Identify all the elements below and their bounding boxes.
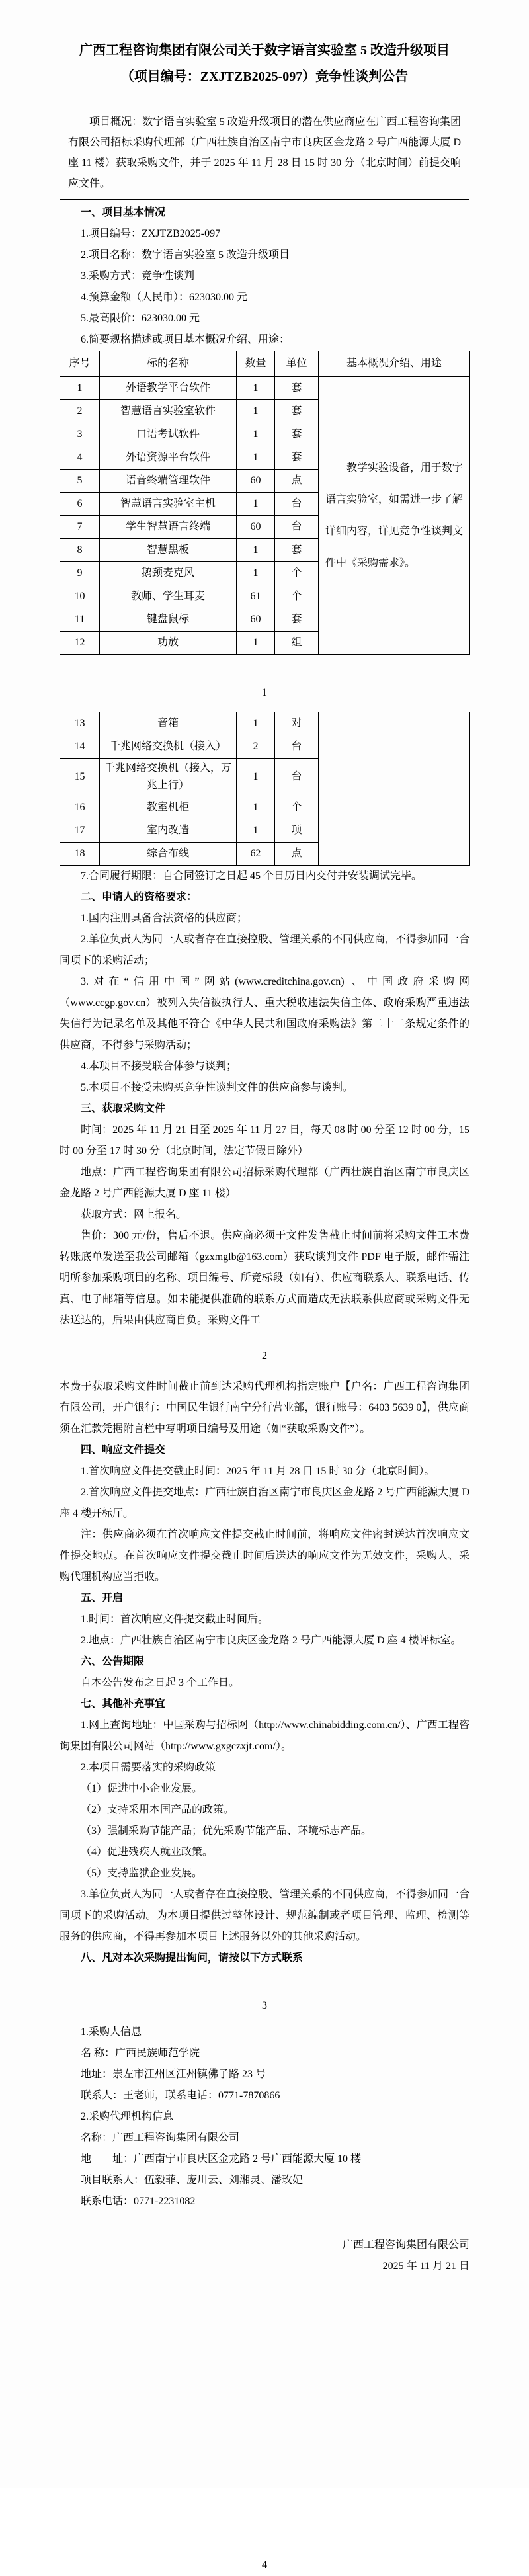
paragraph: 2.单位负责人为同一人或者存在直接控股、管理关系的不同供应商，不得参加同一合同项下的采购活动； [60,934,470,966]
item-qty: 60 [237,608,275,632]
paragraph: 2.地点：广西壮族自治区南宁市良庆区金龙路 2 号广西能源大厦 D 座 4 楼评标室。 [81,1635,462,1646]
item-no: 17 [60,819,100,843]
signature-company: 广西工程咨询集团有限公司 [342,2239,469,2251]
item-name: 音箱 [100,712,237,735]
item-no: 11 [60,608,100,632]
table-row [60,377,470,400]
table-header: 基本概况介绍、用途 [319,351,470,377]
item-name: 键盘鼠标 [100,608,237,632]
item-unit: 组 [275,632,319,655]
item-qty: 1 [237,759,275,796]
body-flow [60,866,469,2277]
item-unit: 套 [275,377,319,400]
item-name: 外语资源平台软件 [100,446,237,470]
item-unit: 台 [275,759,319,796]
item-name: 室内改造 [100,819,237,843]
item-no: 10 [60,585,100,608]
paragraph: 项目联系人：伍毅菲、庞川云、刘湘灵、潘玫妃 [81,2175,304,2186]
item-name: 学生智慧语言终端 [100,516,237,539]
paragraph: （5）支持监狱企业发展。 [81,1868,203,1879]
page-title [60,37,469,90]
item-qty: 1 [237,493,275,516]
table-header: 单位 [275,351,319,377]
section-heading: 三、获取采购文件 [81,1103,166,1114]
item-no: 5 [60,470,100,493]
item-name: 千兆网络交换机（接入） [100,735,237,759]
section-heading: 六、公告期限 [81,1656,145,1667]
item-name: 智慧黑板 [100,539,237,562]
item-name: 鹅颈麦克风 [100,562,237,585]
item-qty: 1 [237,632,275,655]
paragraph: 5.最高限价：623030.00 元 [81,313,200,324]
paragraph: 自本公告发布之日起 3 个工作日。 [81,1677,240,1688]
item-name: 教师、学生耳麦 [100,585,237,608]
item-qty: 61 [237,585,275,608]
item-no: 1 [60,377,100,400]
section-heading: 一、项目基本情况 [81,207,166,218]
item-name: 综合布线 [100,843,237,866]
items-table-part1 [60,351,470,655]
paragraph: 时间：2025 年 11 月 21 日至 2025 年 11 月 27 日，每天 08 时 00 分至 12 时 00 分，15 时 00 分至 17 时 30 分（北京时间，法定节假日除外） [60,1124,469,1157]
intro-section [60,202,469,351]
item-no: 8 [60,539,100,562]
item-no: 9 [60,562,100,585]
table-header: 标的名称 [100,351,237,377]
item-name: 智慧语言实验室软件 [100,400,237,423]
page-number: 1 [262,687,267,698]
item-name: 千兆网络交换机（接入，万兆上行） [100,759,237,796]
table-row [60,712,470,735]
items-note-cell [319,377,470,655]
item-name: 教室机柜 [100,796,237,819]
paragraph: （2）支持采用本国产品的政策。 [81,1804,235,1815]
page-number: 4 [262,2559,267,2571]
items-note: 教学实验设备，用于数字语言实验室，如需进一步了解详细内容，详见竞争性谈判文件中《采购需求》。 [325,462,464,569]
item-qty: 1 [237,796,275,819]
title-line-2: （项目编号：ZXJTZB2025-097）竞争性谈判公告 [120,69,409,84]
paragraph: 3.采购方式：竞争性谈判 [81,270,195,282]
project-overview-text: 项目概况：数字语言实验室 5 改造升级项目的潜在供应商应在广西工程咨询集团有限公司招标采购代理部（广西壮族自治区南宁市良庆区金龙路 2 号广西能源大厦 D 座 11 楼）获取采购文件，并于 2025 年 11 月 28 日 15 时 30 分（北京时间）前提交响应文件。 [68,116,461,189]
table-header: 数量 [237,351,275,377]
item-unit: 点 [275,843,319,866]
page-number: 2 [262,1350,267,1362]
item-qty: 1 [237,712,275,735]
item-qty: 1 [237,446,275,470]
item-no: 7 [60,516,100,539]
paragraph: 1.时间：首次响应文件提交截止时间后。 [81,1614,269,1625]
paragraph: 3.单位负责人为同一人或者存在直接控股、管理关系的不同供应商，不得参加同一合同项下的采购活动。为本项目提供过整体设计、规范编制或者项目管理、监理、检测等服务的供应商，不得再参加本项目上述服务以外的其他采购活动。 [60,1889,470,1942]
item-no: 18 [60,843,100,866]
paragraph: 1.首次响应文件提交截止时间：2025 年 11 月 28 日 15 时 30 分（北京时间）。 [81,1466,435,1477]
item-no: 4 [60,446,100,470]
items-note-cell [319,712,470,866]
item-name: 外语教学平台软件 [100,377,237,400]
section-heading: 八、凡对本次采购提出询问，请按以下方式联系 [81,1952,304,1964]
paragraph: 售价：300 元/份，售后不退。供应商必须于文件发售截止时间前将采购文件工本费转账底单发送至我公司邮箱（gzxmglb@163.com）获取谈判文件 PDF 电子版，邮件需注明所参加采购项目的名称、项目编号、所竞标段（如有）、供应商联系人、联系电话、传真、电子邮箱等信息。如未能提供准确的联系方式而造成无法联系供应商或采购文件无法送达的，后果由供应商自负。采购文件工 [60,1230,469,1326]
paragraph: （3）强制采购节能产品；优先采购节能产品、环境标志产品。 [81,1825,372,1837]
project-overview-box [60,106,469,200]
item-unit: 台 [275,516,319,539]
item-unit: 个 [275,562,319,585]
paragraph: 2.首次响应文件提交地点：广西壮族自治区南宁市良庆区金龙路 2 号广西能源大厦 D 座 4 楼开标厅。 [60,1487,469,1519]
item-qty: 1 [237,562,275,585]
item-unit: 点 [275,470,319,493]
item-name: 口语考试软件 [100,423,237,446]
item-unit: 台 [275,493,319,516]
paragraph: （4）促进残疾人就业政策。 [81,1847,214,1858]
item-qty: 1 [237,539,275,562]
item-unit: 对 [275,712,319,735]
section-heading: 二、申请人的资格要求： [81,892,198,903]
section-heading: 四、响应文件提交 [81,1444,166,1456]
paragraph: 注：供应商必须在首次响应文件提交截止时间前，将响应文件密封送达首次响应文件提交地点。在首次响应文件提交截止时间后送达的响应文件为无效文件，采购人、采购代理机构应当拒收。 [60,1529,469,1583]
item-no: 12 [60,632,100,655]
paragraph: 地点：广西工程咨询集团有限公司招标采购代理部（广西壮族自治区南宁市良庆区金龙路 2 号广西能源大厦 D 座 11 楼） [60,1167,469,1199]
item-unit: 套 [275,539,319,562]
item-unit: 套 [275,423,319,446]
item-unit: 个 [275,585,319,608]
paragraph: 4.预算金额（人民币）：623030.00 元 [81,292,248,303]
item-name: 智慧语言实验室主机 [100,493,237,516]
paragraph: 2.采购代理机构信息 [81,2111,174,2122]
paragraph: 6.简要规格描述或项目基本概况介绍、用途： [81,334,290,345]
paragraph: 地址：崇左市江州区江州镇佛子路 23 号 [81,2069,266,2080]
item-unit: 台 [275,735,319,759]
item-name: 功放 [100,632,237,655]
item-qty: 62 [237,843,275,866]
item-qty: 2 [237,735,275,759]
paragraph: 2.本项目需要落实的采购政策 [81,1762,216,1773]
paragraph: 名称：广西工程咨询集团有限公司 [81,2132,240,2143]
item-qty: 1 [237,819,275,843]
section-heading: 五、开启 [81,1593,124,1604]
paragraph: 1.项目编号：ZXJTZB2025-097 [81,228,221,239]
paragraph: 4.本项目不接受联合体参与谈判； [81,1061,237,1072]
paragraph: 2.项目名称：数字语言实验室 5 改造升级项目 [81,249,290,261]
paragraph: 7.合同履行期限：自合同签订之日起 45 个日历日内交付并安装调试完毕。 [81,870,423,882]
items-table-part2 [60,712,470,866]
item-no: 13 [60,712,100,735]
item-qty: 1 [237,377,275,400]
table-header: 序号 [60,351,100,377]
item-qty: 60 [237,516,275,539]
title-line-1: 广西工程咨询集团有限公司关于数字语言实验室 5 改造升级项目 [79,43,450,58]
paragraph: 1.国内注册具备合法资格的供应商； [81,913,248,924]
item-qty: 60 [237,470,275,493]
paragraph: 5.本项目不接受未购买竞争性谈判文件的供应商参与谈判。 [81,1082,354,1093]
item-no: 3 [60,423,100,446]
item-no: 15 [60,759,100,796]
item-no: 2 [60,400,100,423]
item-unit: 套 [275,400,319,423]
item-name: 语音终端管理软件 [100,470,237,493]
paragraph: （1）促进中小企业发展。 [81,1783,203,1794]
item-qty: 1 [237,423,275,446]
paragraph: 3.对在“信用中国”网站(www.creditchina.gov.cn) 、中国政府采购网（www.ccgp.gov.cn）被列入失信被执行人、重大税收违法失信主体、政府采购严重违法失信行为记录名单及其他不符合《中华人民共和国政府采购法》第二十二条规定条件的供应商，不得参与采购活动； [60,976,469,1051]
paragraph: 地 址：广西南宁市良庆区金龙路 2 号广西能源大厦 10 楼 [81,2153,362,2165]
signature-date: 2025 年 11 月 21 日 [382,2261,469,2272]
paragraph: 获取方式：网上报名。 [81,1209,187,1220]
item-no: 6 [60,493,100,516]
item-no: 16 [60,796,100,819]
item-unit: 个 [275,796,319,819]
section-heading: 七、其他补充事宜 [81,1698,166,1710]
paragraph: 本费于获取采购文件时间截止前到达采购代理机构指定账户【户名：广西工程咨询集团有限公司，开户银行：中国民生银行南宁分行营业部，银行账号：6403 5639 0】，供应商须在汇款凭据附言栏中写明项目编号及用途（如“获取采购文件”）。 [60,1381,469,1434]
item-qty: 1 [237,400,275,423]
item-unit: 套 [275,608,319,632]
item-unit: 项 [275,819,319,843]
paragraph: 联系人：王老师，联系电话：0771-7870866 [81,2090,280,2101]
paragraph: 联系电话：0771-2231082 [81,2196,196,2207]
paragraph: 1.采购人信息 [81,2026,142,2038]
table-header-row [60,351,470,377]
paragraph: 1.网上查询地址：中国采购与招标网（http://www.chinabidding.com.cn/）、广西工程咨询集团有限公司网站（http://www.gxgczxjt.com/）。 [60,1720,469,1752]
item-unit: 套 [275,446,319,470]
item-no: 14 [60,735,100,759]
paragraph: 名 称：广西民族师范学院 [81,2048,200,2059]
page-number: 3 [262,2000,267,2011]
